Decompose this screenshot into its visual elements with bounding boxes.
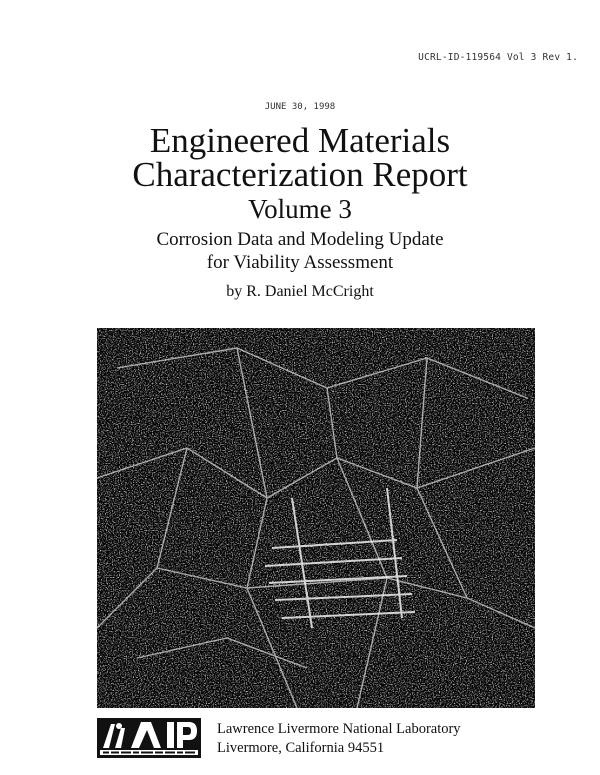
subtitle-line-1: Corrosion Data and Modeling Update xyxy=(156,229,444,250)
lab-address xyxy=(217,720,461,758)
llnl-logo-icon xyxy=(97,718,201,758)
report-date: JUNE 30, 1998 xyxy=(264,102,336,112)
title-block xyxy=(0,121,600,302)
micrograph-image xyxy=(97,328,535,708)
author-byline: by R. Daniel McCright xyxy=(226,283,374,300)
lab-name: Lawrence Livermore National Laboratory xyxy=(217,721,461,737)
title-line-1: Engineered Materials xyxy=(149,121,451,160)
subtitle-line-2: for Viability Assessment xyxy=(206,252,394,273)
lab-location: Livermore, California 94551 xyxy=(217,740,385,756)
footer xyxy=(97,718,557,768)
report-id: UCRL-ID-119564 Vol 3 Rev 1. xyxy=(418,52,578,63)
title-line-2: Characterization Report xyxy=(132,155,468,194)
volume-label: Volume 3 xyxy=(248,194,352,224)
